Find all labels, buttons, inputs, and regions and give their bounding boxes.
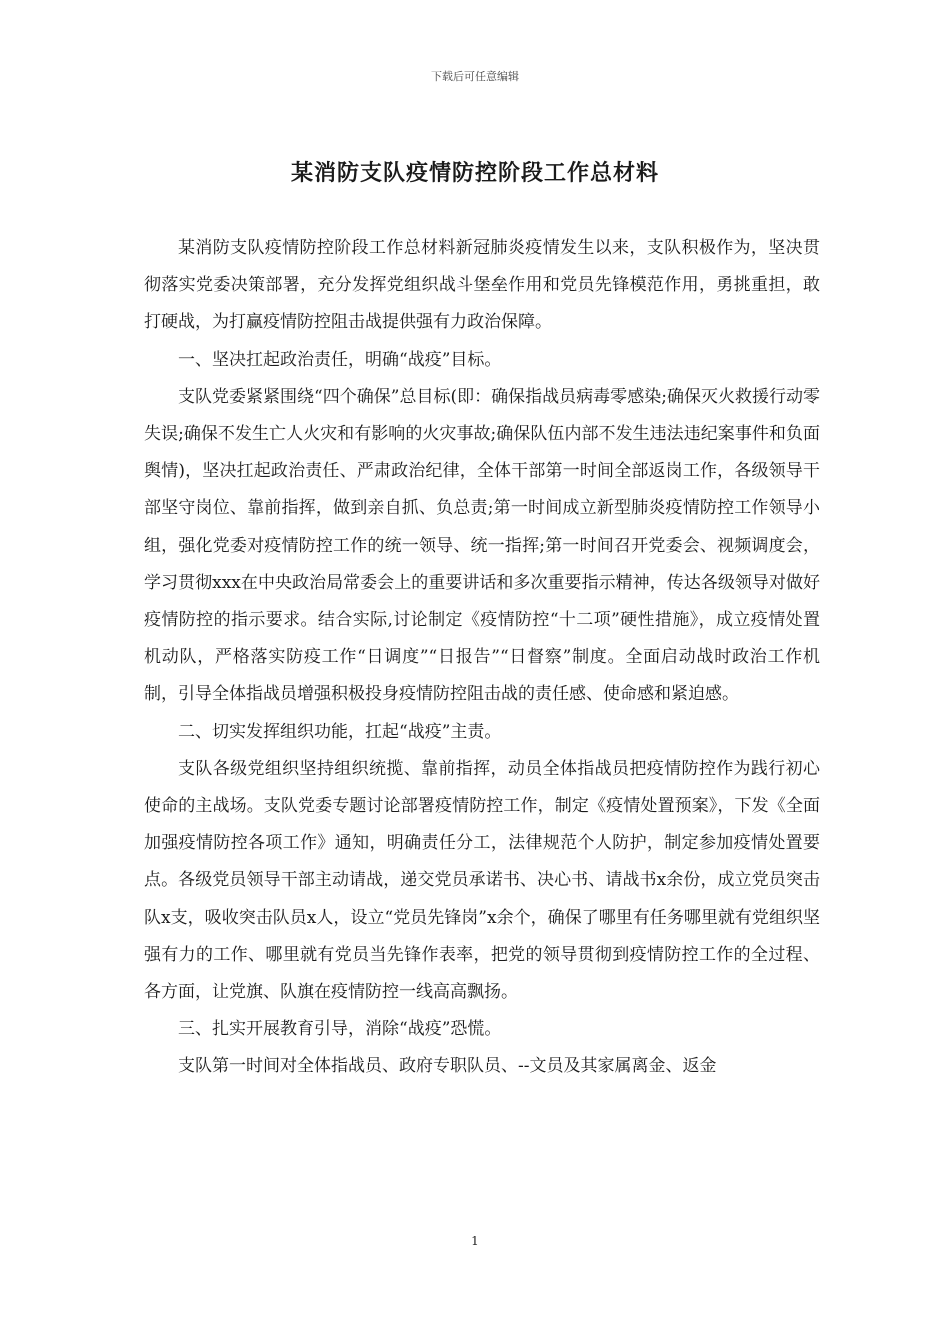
header-note: 下载后可任意编辑 [431, 70, 519, 83]
section-heading-1: 一、坚决扛起政治责任，明确“战疫”目标。 [178, 349, 502, 370]
section-heading-2: 二、切实发挥组织功能，扛起“战疫”主责。 [178, 721, 502, 742]
document-title: 某消防支队疫情防控阶段工作总材料 [290, 160, 659, 186]
paragraph-section-2: 支队各级党组织坚持组织统揽、靠前指挥，动员全体指战员把疫情防控作为践行初心使命的主战场。支队党委专题讨论部署疫情防控工作，制定《疫情处置预案》，下发《全面加强疫情防控各项工作》通知，明确责任分工，法律规范个人防护，制定参加疫情处置要点。各级党员领导干部主动请战，递交党员承诺书、决心书、请战书x余份，成立党员突击队x支，吸收突击队员x人，设立“党员先锋岗”x余个，确保了哪里有任务哪里就有党组织坚强有力的工作、哪里就有党员当先锋作表率，把党的领导贯彻到疫情防控工作的全过程、各方面，让党旗、队旗在疫情防控一线高高飘扬。 [144, 758, 820, 1003]
paragraph-section-1: 支队党委紧紧围绕“四个确保”总目标(即：确保指战员病毒零感染;确保灭火救援行动零失误;确保不发生亡人火灾和有影响的火灾事故;确保队伍内部不发生违法违纪案事件和负面舆情)，坚决扛起政治责任、严肃政治纪律，全体干部第一时间全部返岗工作，各级领导干部坚守岗位、靠前指挥，做到亲自抓、负总责;第一时间成立新型肺炎疫情防控工作领导小组，强化党委对疫情防控工作的统一领导、统一指挥;第一时间召开党委会、视频调度会，学习贯彻xxx在中央政治局常委会上的重要讲话和多次重要指示精神，传达各级领导对做好疫情防控的指示要求。结合实际,讨论制定《疫情防控“十二项”硬性措施》，成立疫情处置机动队，严格落实防疫工作“日调度”“日报告”“日督察”制度。全面启动战时政治工作机制，引导全体指战员增强积极投身疫情防控阻击战的责任感、使命感和紧迫感。 [144, 386, 820, 705]
section-heading-3: 三、扎实开展教育引导，消除“战疫”恐慌。 [178, 1019, 502, 1040]
paragraph-intro: 某消防支队疫情防控阶段工作总材料新冠肺炎疫情发生以来，支队积极作为，坚决贯彻落实党委决策部署，充分发挥党组织战斗堡垒作用和党员先锋模范作用，勇挑重担，敢打硬战，为打赢疫情防控阻击战提供强有力政治保障。 [144, 238, 820, 333]
document-body [144, 230, 820, 1086]
page-number: 1 [471, 1234, 479, 1248]
paragraph-section-3: 支队第一时间对全体指战员、政府专职队员、--文员及其家属离金、返金 [178, 1056, 717, 1077]
